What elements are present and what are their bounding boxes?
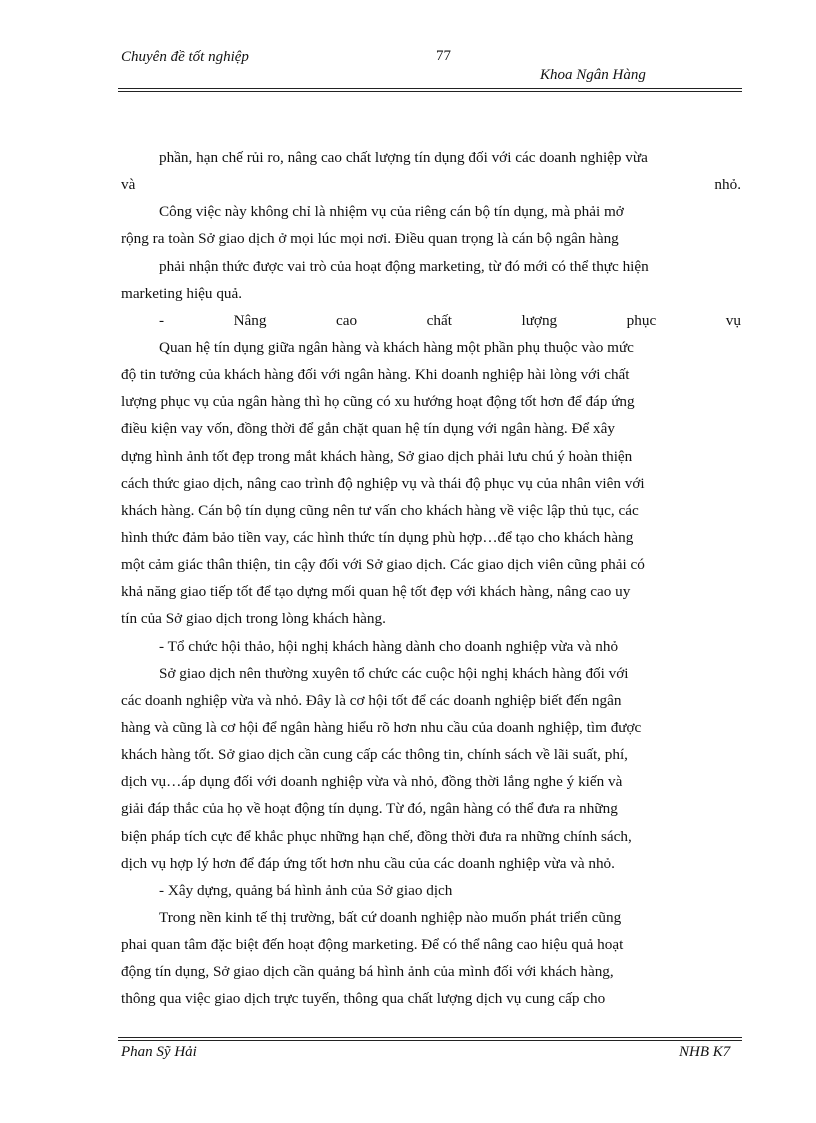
heading-word: Nâng [233,311,267,329]
heading-word: - [159,311,165,329]
text-line: marketing hiệu quả. [121,284,243,302]
section-heading-customer-conference: - Tổ chức hội thảo, hội nghị khách hàng dành cho doanh nghiệp vừa và nhỏ [159,637,619,655]
section-heading-image-building: - Xây dựng, quảng bá hình ảnh của Sở giao dịch [159,881,453,899]
header-title: Chuyên đề tốt nghiệp [121,49,249,65]
text-line: phai quan tâm đặc biệt đến hoạt động marketing. Để có thể nâng cao hiệu quả hoạt [121,936,624,954]
footer-rule-top [118,1037,742,1038]
section-heading-service-quality [121,307,741,334]
text-line: giải đáp thắc của họ về hoạt động tín dụng. Từ đó, ngân hàng có thể đưa ra những [121,800,618,818]
heading-word: cao [336,311,358,329]
text-line: khách hàng. Cán bộ tín dụng cũng nên tư vấn cho khách hàng về việc lập thủ tục, các [121,501,639,519]
text-fragment: nhỏ. [714,176,741,194]
text-line: cách thức giao dịch, nâng cao trình độ nghiệp vụ và thái độ phục vụ của nhân viên với [121,474,645,492]
text-line: các doanh nghiệp vừa và nhỏ. Đây là cơ hội tốt để các doanh nghiệp biết đến ngân [121,691,622,709]
page-number: 77 [436,48,451,64]
body-text [121,144,741,1013]
text-line: dựng hình ảnh tốt đẹp trong mắt khách hàng, Sở giao dịch phải lưu chú ý hoàn thiện [121,447,633,465]
text-line: khách hàng tốt. Sở giao dịch cần cung cấp các thông tin, chính sách về lãi suất, phí, [121,746,628,764]
text-line: động tín dụng, Sở giao dịch cần quảng bá hình ảnh của mình đối với khách hàng, [121,963,614,981]
text-line: Sở giao dịch nên thường xuyên tổ chức các cuộc hội nghị khách hàng đối với [159,664,629,682]
heading-word: phục [626,311,657,329]
text-fragment: và [121,176,136,194]
text-line: điều kiện vay vốn, đồng thời để gắn chặt quan hệ tín dụng với ngân hàng. Để xây [121,420,615,438]
heading-word: chất [426,311,452,329]
text-line: Công việc này không chỉ là nhiệm vụ của riêng cán bộ tín dụng, mà phải mở [159,203,624,221]
header-department: Khoa Ngân Hàng [540,67,646,83]
text-line: thông qua việc giao dịch trực tuyến, thông qua chất lượng dịch vụ cung cấp cho [121,990,606,1008]
footer-author: Phan Sỹ Hải [121,1044,197,1060]
text-line: lượng phục vụ của ngân hàng thì họ cũng có xu hướng hoạt động tốt hơn để đáp ứng [121,393,635,411]
text-line: dịch vụ…áp dụng đối với doanh nghiệp vừa và nhỏ, đồng thời lắng nghe ý kiến và [121,773,623,791]
text-line: dịch vụ hợp lý hơn để đáp ứng tốt hơn nhu cầu của các doanh nghiệp vừa và nhỏ. [121,854,615,872]
heading-word: lượng [521,311,558,329]
text-line: hình thức đảm bảo tiền vay, các hình thức tín dụng phù hợp…để tạo cho khách hàng [121,528,634,546]
text-line: Trong nền kinh tế thị trường, bất cứ doanh nghiệp nào muốn phát triển cũng [159,908,622,926]
footer-class: NHB K7 [679,1044,731,1060]
text-line: biện pháp tích cực để khắc phục những hạn chế, đồng thời đưa ra những chính sách, [121,827,632,845]
text-line: phải nhận thức được vai trò của hoạt động marketing, từ đó mới có thể thực hiện [159,257,649,275]
text-line: Quan hệ tín dụng giữa ngân hàng và khách hàng một phần phụ thuộc vào mức [159,338,634,356]
footer-rule-bottom [118,1040,742,1041]
text-line: phần, hạn chế rủi ro, nâng cao chất lượng tín dụng đối với các doanh nghiệp vừa [159,149,648,166]
header-rule-top [118,88,742,89]
text-line: tín của Sở giao dịch trong lòng khách hàng. [121,610,386,628]
text-line [121,171,741,198]
text-line: độ tin tưởng của khách hàng đối với ngân hàng. Khi doanh nghiệp hài lòng với chất [121,366,630,384]
text-line: một cảm giác thân thiện, tin cậy đối với Sở giao dịch. Các giao dịch viên cũng phải có [121,556,645,574]
text-line: hàng và cũng là cơ hội để ngân hàng hiểu rõ hơn nhu cầu của doanh nghiệp, tìm được [121,718,642,736]
text-line: rộng ra toàn Sở giao dịch ở mọi lúc mọi nơi. Điều quan trọng là cán bộ ngân hàng [121,230,619,248]
text-line: khả năng giao tiếp tốt để tạo dựng mối quan hệ tốt đẹp với khách hàng, nâng cao uy [121,583,631,601]
header-rule-bottom [118,91,742,92]
heading-word: vụ [725,311,741,329]
